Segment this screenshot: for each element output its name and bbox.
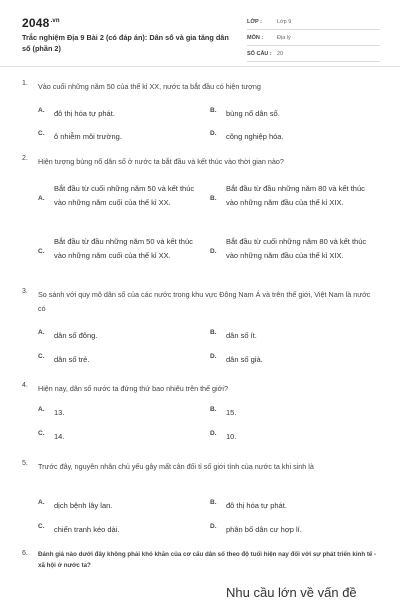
partial-option-text: Nhu cầu lớn về vấn đề [226,585,357,600]
header [22,14,380,60]
question-text: Hiện nay, dân số nước ta đứng thứ bao nhiêu trên thế giới? [38,384,228,393]
meta-key: LỚP : [247,18,262,25]
meta-key: SỐ CÂU : [247,50,272,57]
question-3: 3. So sánh với quy mô dân số của các nước trong khu vực Đông Nam Á và trên thế giới, Việt Nam là nước có A. dân số đông. B. dân số ít. C. dân số trẻ. D. dân số già. [22,288,380,368]
meta-value: Lớp 9 [277,18,292,25]
question-text: So sánh với quy mô dân số của các nước trong khu vực Đông Nam Á và trên thế giới, Việt Nam là nước có [38,290,371,313]
meta-key: MÔN : [247,34,264,41]
question-text: Hiện tượng bùng nổ dân số ở nước ta bắt đầu và kết thúc vào thời gian nào? [38,157,284,166]
question-6 [22,550,380,580]
meta-table [247,14,380,62]
meta-row-count [247,46,380,62]
question-2: 2. Hiện tượng bùng nổ dân số ở nước ta bắt đầu và kết thúc vào thời gian nào? A. Bắt đầu từ cuối những năm 50 và kết thúc vào những năm cuối của thế kỉ XX. B. Bắt đầu từ đầu những năm 80 và kết thúc vào những năm đầu của thế kỉ XIX. C. Bắt đầu từ đầu những năm 50 và kết thúc vào những năm cuối của thế kỉ XX. D. Bắt đầu từ cuối những năm 80 và kết thúc vào những năm đầu của thế kỉ XIX. [22,155,380,275]
page-title: Trắc nghiệm Địa 9 Bài 2 (có đáp án): Dân số và gia tăng dân số (phần 2) [22,33,229,53]
header-divider [0,66,400,67]
meta-value: Địa lý [277,34,291,41]
question-number: 5. [22,460,28,467]
question-number: 1. [22,80,28,87]
question-text: Trước đây, nguyên nhân chủ yếu gây mất cân đối tỉ số giới tính của nước ta khi sinh là [38,462,314,471]
meta-row-class [247,14,380,30]
question-5: 5. Trước đây, nguyên nhân chủ yếu gây mất cân đối tỉ số giới tính của nước ta khi sinh là A. dịch bệnh lây lan. B. đô thị hóa tự phát. C. chiến tranh kéo dài. D. phân bố dân cư hợp lí. [22,460,380,540]
meta-value: 20 [277,50,284,57]
question-1: 1. Vào cuối những năm 50 của thế kỉ XX, nước ta bắt đầu có hiện tượng A. đô thị hóa tự phát. B. bùng nổ dân số. C. ô nhiễm môi trường. D. công nghiệp hóa. [22,80,380,140]
question-text: Vào cuối những năm 50 của thế kỉ XX, nước ta bắt đầu có hiện tượng [38,82,261,91]
question-text: Đánh giá nào dưới đây không phải khó khăn của cơ cấu dân số theo độ tuổi hiện nay đối với sự phát triển kinh tế - xã hội ở nước ta? [38,551,377,569]
site-logo[interactable]: $2048^{.vn}$ [22,16,60,30]
question-number: 4. [22,382,28,389]
question-number: 6. [22,550,28,557]
meta-row-subject [247,30,380,46]
question-number: 2. [22,155,28,162]
question-number: 3. [22,288,28,295]
question-4: 4. Hiện nay, dân số nước ta đứng thứ bao nhiêu trên thế giới? A. 13. B. 15. C. 14. D. 10. [22,382,380,442]
